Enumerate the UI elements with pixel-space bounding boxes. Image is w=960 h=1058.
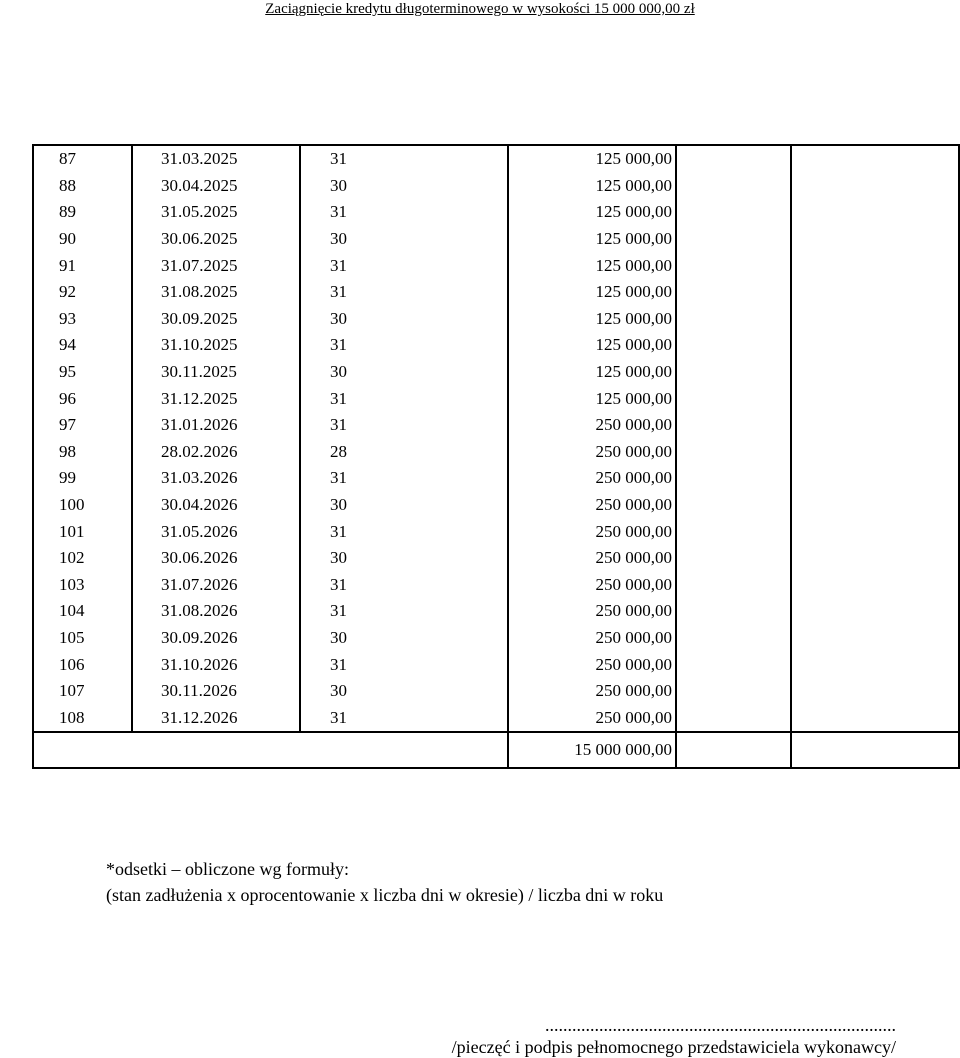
row-amount: 250 000,00 bbox=[508, 651, 676, 678]
row-days: 31 bbox=[300, 385, 508, 412]
row-empty-cell bbox=[676, 252, 791, 279]
row-empty-cell bbox=[676, 226, 791, 253]
row-number: 94 bbox=[33, 332, 132, 359]
row-empty-cell bbox=[791, 625, 959, 652]
signature-label: /pieczęć i podpis pełnomocnego przedstawiciela wykonawcy/ bbox=[451, 1037, 896, 1057]
row-number: 91 bbox=[33, 252, 132, 279]
row-empty-cell bbox=[791, 572, 959, 599]
row-days: 31 bbox=[300, 465, 508, 492]
row-days: 31 bbox=[300, 572, 508, 599]
row-empty-cell bbox=[791, 252, 959, 279]
row-amount: 250 000,00 bbox=[508, 598, 676, 625]
row-amount: 125 000,00 bbox=[508, 173, 676, 200]
table-row bbox=[33, 359, 959, 386]
row-amount: 250 000,00 bbox=[508, 545, 676, 572]
table-row bbox=[33, 518, 959, 545]
row-date: 30.06.2026 bbox=[132, 545, 300, 572]
table-row bbox=[33, 385, 959, 412]
row-days: 30 bbox=[300, 545, 508, 572]
row-days: 30 bbox=[300, 492, 508, 519]
table-row bbox=[33, 306, 959, 333]
row-amount: 125 000,00 bbox=[508, 332, 676, 359]
row-empty-cell bbox=[791, 279, 959, 306]
row-empty-cell bbox=[676, 704, 791, 732]
row-empty-cell bbox=[791, 359, 959, 386]
row-days: 31 bbox=[300, 145, 508, 173]
table-row bbox=[33, 412, 959, 439]
row-days: 30 bbox=[300, 678, 508, 705]
row-days: 30 bbox=[300, 359, 508, 386]
row-date: 31.07.2026 bbox=[132, 572, 300, 599]
table-row bbox=[33, 332, 959, 359]
row-empty-cell bbox=[676, 651, 791, 678]
row-date: 31.12.2026 bbox=[132, 704, 300, 732]
row-empty-cell bbox=[791, 145, 959, 173]
row-date: 30.09.2026 bbox=[132, 625, 300, 652]
row-amount: 250 000,00 bbox=[508, 625, 676, 652]
row-empty-cell bbox=[676, 545, 791, 572]
row-amount: 250 000,00 bbox=[508, 518, 676, 545]
row-empty-cell bbox=[791, 518, 959, 545]
total-empty-cell bbox=[791, 732, 959, 768]
row-date: 30.11.2026 bbox=[132, 678, 300, 705]
row-amount: 125 000,00 bbox=[508, 199, 676, 226]
row-number: 95 bbox=[33, 359, 132, 386]
row-amount: 250 000,00 bbox=[508, 704, 676, 732]
row-amount: 125 000,00 bbox=[508, 145, 676, 173]
table-row bbox=[33, 678, 959, 705]
row-empty-cell bbox=[676, 465, 791, 492]
row-empty-cell bbox=[676, 439, 791, 466]
table-body bbox=[33, 145, 959, 768]
row-amount: 250 000,00 bbox=[508, 678, 676, 705]
table-row bbox=[33, 625, 959, 652]
row-date: 30.09.2025 bbox=[132, 306, 300, 333]
row-amount: 125 000,00 bbox=[508, 385, 676, 412]
row-empty-cell bbox=[791, 412, 959, 439]
row-number: 98 bbox=[33, 439, 132, 466]
total-empty-cell bbox=[676, 732, 791, 768]
row-days: 31 bbox=[300, 704, 508, 732]
row-number: 99 bbox=[33, 465, 132, 492]
repayment-schedule-table bbox=[32, 144, 960, 769]
signature-dots: .............................................................................. bbox=[545, 1015, 896, 1035]
row-number: 102 bbox=[33, 545, 132, 572]
row-number: 92 bbox=[33, 279, 132, 306]
row-empty-cell bbox=[676, 332, 791, 359]
row-empty-cell bbox=[676, 572, 791, 599]
table-row bbox=[33, 545, 959, 572]
row-empty-cell bbox=[676, 625, 791, 652]
row-number: 97 bbox=[33, 412, 132, 439]
row-amount: 250 000,00 bbox=[508, 412, 676, 439]
row-date: 31.08.2026 bbox=[132, 598, 300, 625]
table-row bbox=[33, 704, 959, 732]
row-empty-cell bbox=[676, 279, 791, 306]
row-days: 31 bbox=[300, 518, 508, 545]
row-days: 31 bbox=[300, 651, 508, 678]
table-row bbox=[33, 252, 959, 279]
row-date: 31.03.2026 bbox=[132, 465, 300, 492]
row-days: 30 bbox=[300, 173, 508, 200]
row-empty-cell bbox=[791, 306, 959, 333]
row-empty-cell bbox=[791, 465, 959, 492]
row-date: 31.07.2025 bbox=[132, 252, 300, 279]
row-date: 31.10.2026 bbox=[132, 651, 300, 678]
row-empty-cell bbox=[676, 306, 791, 333]
row-empty-cell bbox=[791, 545, 959, 572]
row-empty-cell bbox=[676, 359, 791, 386]
row-number: 104 bbox=[33, 598, 132, 625]
note-line-2: (stan zadłużenia x oprocentowanie x liczba dni w okresie) / liczba dni w roku bbox=[106, 885, 664, 905]
row-number: 89 bbox=[33, 199, 132, 226]
row-empty-cell bbox=[791, 704, 959, 732]
row-empty-cell bbox=[791, 678, 959, 705]
row-number: 103 bbox=[33, 572, 132, 599]
table-row bbox=[33, 465, 959, 492]
row-date: 31.03.2025 bbox=[132, 145, 300, 173]
row-number: 106 bbox=[33, 651, 132, 678]
row-empty-cell bbox=[791, 651, 959, 678]
row-empty-cell bbox=[676, 518, 791, 545]
row-date: 31.12.2025 bbox=[132, 385, 300, 412]
row-empty-cell bbox=[791, 332, 959, 359]
row-days: 30 bbox=[300, 306, 508, 333]
total-label-cell bbox=[33, 732, 508, 768]
table-row bbox=[33, 572, 959, 599]
row-days: 30 bbox=[300, 226, 508, 253]
row-date: 31.01.2026 bbox=[132, 412, 300, 439]
row-amount: 125 000,00 bbox=[508, 279, 676, 306]
table-row bbox=[33, 492, 959, 519]
row-empty-cell bbox=[791, 199, 959, 226]
row-number: 100 bbox=[33, 492, 132, 519]
row-amount: 125 000,00 bbox=[508, 226, 676, 253]
row-days: 30 bbox=[300, 625, 508, 652]
row-amount: 125 000,00 bbox=[508, 306, 676, 333]
row-empty-cell bbox=[791, 385, 959, 412]
row-amount: 250 000,00 bbox=[508, 439, 676, 466]
row-days: 31 bbox=[300, 598, 508, 625]
page-header: Zaciągnięcie kredytu długoterminowego w wysokości 15 000 000,00 zł bbox=[265, 1, 695, 17]
row-empty-cell bbox=[676, 598, 791, 625]
row-number: 101 bbox=[33, 518, 132, 545]
row-empty-cell bbox=[676, 492, 791, 519]
row-empty-cell bbox=[791, 173, 959, 200]
table-row bbox=[33, 173, 959, 200]
table-row bbox=[33, 598, 959, 625]
row-empty-cell bbox=[676, 199, 791, 226]
row-date: 28.02.2026 bbox=[132, 439, 300, 466]
row-days: 31 bbox=[300, 412, 508, 439]
row-date: 31.08.2025 bbox=[132, 279, 300, 306]
row-number: 107 bbox=[33, 678, 132, 705]
table-row bbox=[33, 199, 959, 226]
row-number: 90 bbox=[33, 226, 132, 253]
row-days: 31 bbox=[300, 332, 508, 359]
row-days: 31 bbox=[300, 279, 508, 306]
row-empty-cell bbox=[791, 226, 959, 253]
row-empty-cell bbox=[676, 173, 791, 200]
row-number: 88 bbox=[33, 173, 132, 200]
row-amount: 250 000,00 bbox=[508, 465, 676, 492]
row-number: 87 bbox=[33, 145, 132, 173]
row-amount: 125 000,00 bbox=[508, 359, 676, 386]
row-number: 96 bbox=[33, 385, 132, 412]
row-number: 105 bbox=[33, 625, 132, 652]
total-amount: 15 000 000,00 bbox=[508, 732, 676, 768]
row-date: 30.04.2026 bbox=[132, 492, 300, 519]
row-empty-cell bbox=[676, 385, 791, 412]
row-date: 30.04.2025 bbox=[132, 173, 300, 200]
total-row bbox=[33, 732, 959, 768]
signature-block bbox=[452, 1014, 896, 1058]
row-days: 31 bbox=[300, 199, 508, 226]
row-empty-cell bbox=[676, 145, 791, 173]
row-empty-cell bbox=[791, 598, 959, 625]
table-row bbox=[33, 439, 959, 466]
row-empty-cell bbox=[676, 678, 791, 705]
row-empty-cell bbox=[676, 412, 791, 439]
row-date: 31.10.2025 bbox=[132, 332, 300, 359]
table-row bbox=[33, 651, 959, 678]
table-row bbox=[33, 226, 959, 253]
row-amount: 125 000,00 bbox=[508, 252, 676, 279]
row-empty-cell bbox=[791, 439, 959, 466]
row-days: 31 bbox=[300, 252, 508, 279]
row-amount: 250 000,00 bbox=[508, 572, 676, 599]
row-days: 28 bbox=[300, 439, 508, 466]
row-date: 30.11.2025 bbox=[132, 359, 300, 386]
row-date: 31.05.2026 bbox=[132, 518, 300, 545]
interest-note bbox=[106, 856, 663, 908]
table-row bbox=[33, 279, 959, 306]
note-line-1: *odsetki – obliczone wg formuły: bbox=[106, 859, 349, 879]
table-row bbox=[33, 145, 959, 173]
row-empty-cell bbox=[791, 492, 959, 519]
row-date: 31.05.2025 bbox=[132, 199, 300, 226]
row-number: 108 bbox=[33, 704, 132, 732]
row-date: 30.06.2025 bbox=[132, 226, 300, 253]
row-number: 93 bbox=[33, 306, 132, 333]
row-amount: 250 000,00 bbox=[508, 492, 676, 519]
